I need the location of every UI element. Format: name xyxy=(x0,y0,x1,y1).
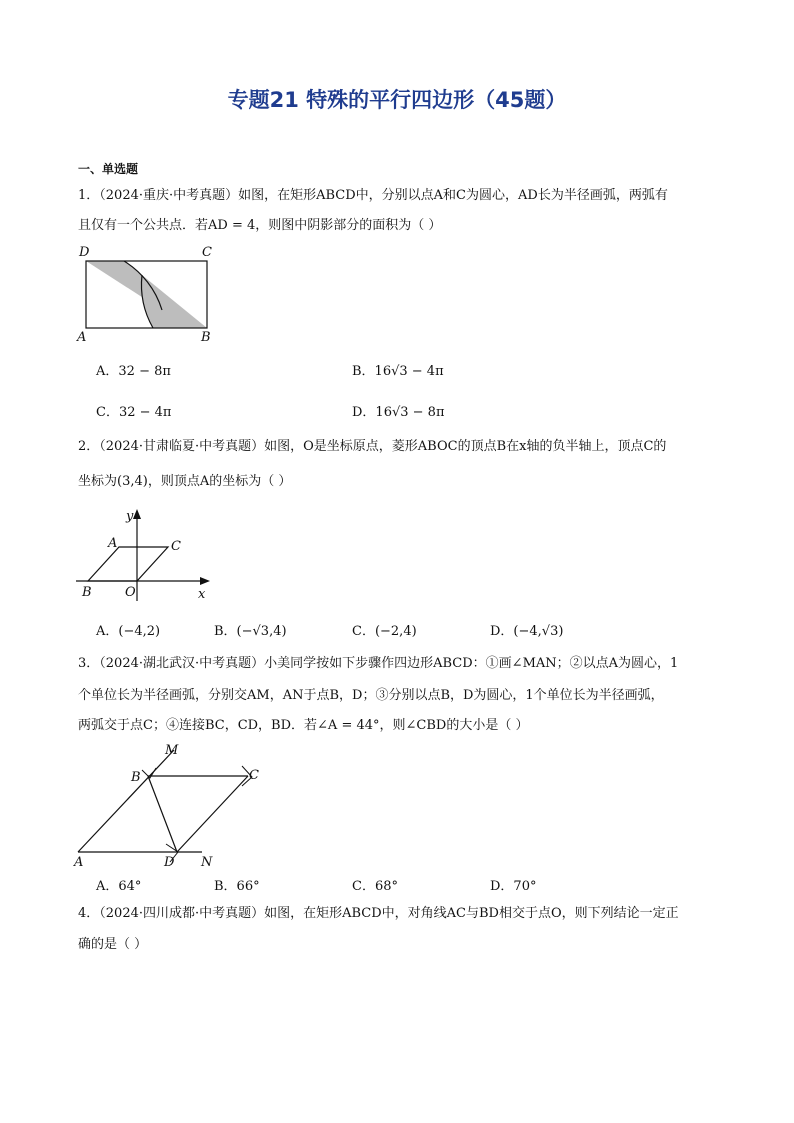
question-2-line-1: 2．（2024·甘肃临夏·中考真题）如图，O是坐标原点，菱形ABOC的顶点B在x轴的负半轴上，顶点C的 xyxy=(78,439,667,454)
q2-option-b[interactable]: B．(−√3,4) xyxy=(214,624,287,639)
segment-cd xyxy=(177,776,248,852)
q3-option-b[interactable]: B．66° xyxy=(214,879,260,894)
question-3-line-1: 3．（2024·湖北武汉·中考真题）小美同学按如下步骤作四边形ABCD：①画∠MAN；②以点A为圆心，1 xyxy=(78,656,679,671)
q2-option-c[interactable]: C．(−2,4) xyxy=(352,624,417,639)
label-a: A xyxy=(77,330,87,345)
label-c: C xyxy=(249,768,259,783)
question-1-line-2: 且仅有一个公共点．若AD = 4，则图中阴影部分的面积为（ ） xyxy=(78,218,442,233)
y-axis-arrow xyxy=(133,509,141,519)
question-3-figure xyxy=(72,740,272,868)
q3-option-c[interactable]: C．68° xyxy=(352,879,398,894)
question-4-line-2: 确的是（ ） xyxy=(78,937,148,952)
section-heading: 一、单选题 xyxy=(78,162,139,176)
q1-option-b[interactable]: B．16√3 − 4π xyxy=(352,364,444,379)
label-c: C xyxy=(171,539,181,554)
label-d: D xyxy=(79,245,90,260)
label-b: B xyxy=(201,330,211,345)
label-m: M xyxy=(165,743,179,758)
label-n: N xyxy=(201,855,213,870)
question-3-line-2: 个单位长为半径画弧，分别交AM，AN于点B，D；③分别以点B，D为圆心，1个单位长为半径画弧， xyxy=(78,688,664,703)
q3-option-a[interactable]: A．64° xyxy=(96,879,142,894)
question-2-line-2: 坐标为(3,4)，则顶点A的坐标为（ ） xyxy=(78,474,292,489)
label-a: A xyxy=(74,855,84,870)
q2-option-d[interactable]: D．(−4,√3) xyxy=(490,624,564,639)
label-b: B xyxy=(82,585,92,600)
segment-bd xyxy=(148,776,177,852)
q1-option-d[interactable]: D．16√3 − 8π xyxy=(352,405,445,420)
label-c: C xyxy=(202,245,212,260)
q3-option-d[interactable]: D．70° xyxy=(490,879,537,894)
x-axis-arrow xyxy=(200,577,210,585)
label-o: O xyxy=(125,585,136,600)
label-a: A xyxy=(108,536,118,551)
label-x: x xyxy=(198,587,206,602)
rhombus-aboc xyxy=(88,547,168,581)
question-2-figure xyxy=(74,503,214,603)
ray-am xyxy=(78,750,174,852)
question-1-line-1: 1．（2024·重庆·中考真题）如图，在矩形ABCD中，分别以点A和C为圆心，AD长为半径画弧，两弧有 xyxy=(78,188,668,203)
q2-option-a[interactable]: A．(−4,2) xyxy=(96,624,161,639)
label-d: D xyxy=(164,855,175,870)
rectangle-abcd xyxy=(86,261,207,328)
label-y: y xyxy=(126,509,134,524)
q1-option-c[interactable]: C．32 − 4π xyxy=(96,405,172,420)
question-1-figure xyxy=(74,242,224,344)
page-title: 专题21 特殊的平行四边形（45题） xyxy=(227,88,567,112)
q1-option-a[interactable]: A．32 − 8π xyxy=(96,364,171,379)
question-3-line-3: 两弧交于点C；④连接BC，CD，BD．若∠A = 44°，则∠CBD的大小是（ ） xyxy=(78,718,529,733)
label-b: B xyxy=(131,770,141,785)
question-4-line-1: 4．（2024·四川成都·中考真题）如图，在矩形ABCD中，对角线AC与BD相交于点O，则下列结论一定正 xyxy=(78,906,679,921)
